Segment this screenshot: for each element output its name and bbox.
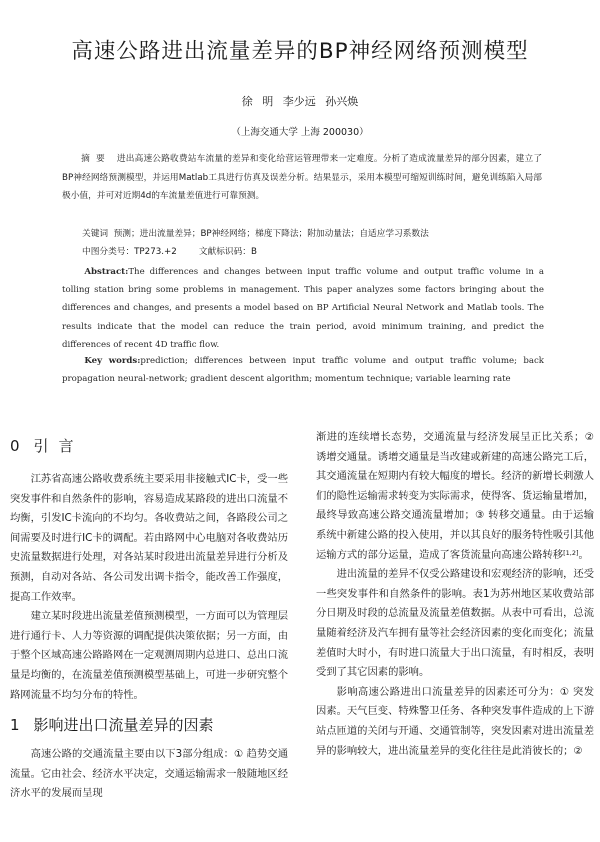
abstract-cn-text: 进出高速公路收费站车流量的差异和变化给营运管理带来一定难度。分析了造成流量差异的部分因素，建立了BP神经网络预测模型，并运用Matlab工具进行仿真及误差分析。结果显示，采用本模型可缩短训练时间，避免训练陷入局部极小值，并可对近期4d的车流量差值进行可靠预测。 — [62, 154, 543, 201]
keywords-cn — [82, 225, 544, 243]
section-0-title: 引言 — [33, 437, 84, 455]
right-paragraph-3: 影响高速公路进出口流量差异的因素还可分为：① 突发因素。天气巨变、特殊警卫任务、各种突发事件造成的上下游站点匝道的关闭与开通、交通管制等，突发因素对进出流量差异的影响较大，进出流量差异的变化往往是此消彼长的；② — [316, 685, 595, 757]
author-affiliation: （上海交通大学 上海 200030） — [231, 127, 369, 138]
section-0-heading — [10, 434, 288, 470]
section-1-title: 影响进出口流量差异的因素 — [33, 716, 214, 735]
abstract-en-label: Abstract: — [84, 267, 129, 277]
right-column — [316, 428, 594, 761]
keywords-en-label: Key words: — [84, 356, 141, 366]
section-0-paragraph-1: 江苏省高速公路收费系统主要采用非接触式IC卡，受一些突发事件和自然条件的影响，容易造成某路段的进出口流量不均衡，引发IC卡流向的不均匀。各收费站之间，各路段公司之间需要及时进行IC卡的调配。若由路网中心电脑对各收费站历史流量数据进行处理，对各站某时段进出流量差异进行分析及预测，自动对各站、各公司发出调卡指令，能改善工作强度，提高工作效率。 — [10, 473, 289, 603]
doc-code-value: B — [250, 247, 257, 257]
clc-label: 中图分类号： — [82, 247, 135, 257]
left-column — [10, 434, 288, 804]
right-paragraph-1-text: 渐进的连续增长态势，交通流量与经济发展呈正比关系；② 诱增交通量。诱增交通量是当改建或新建的高速公路完工后，其交通流量在短期内有较大幅度的增长。经济的新增长刺激人们的隐性运输需求转变为实际需求，使得客、货运输量增加，最终导致高速公路交通流量增加；③ 转移交通量。由于运输系统中新建公路的投入使用，并以其良好的服务特性吸引其他运输方式的部分运量，造成了客货流量向高速公路转移 — [316, 431, 595, 561]
section-1-paragraph-1: 高速公路的交通流量主要由以下3部分组成：① 趋势交通流量。它由社会、经济水平决定，交通运输需求一般随地区经济水平的发展而呈现 — [10, 748, 289, 800]
section-1-number: 1 — [10, 716, 20, 735]
paper-authors: 徐 明 李少远 孙兴焕 — [241, 95, 359, 108]
keywords-en — [62, 352, 544, 388]
section-1-heading — [10, 713, 288, 745]
keywords-cn-text: 预测；进出流量差异；BP神经网络；梯度下降法；附加动量法；自适应学习系数法 — [113, 229, 429, 239]
abstract-en-text: The differences and changes between input traffic volume and output traffic volume in a tolling station bring some problems in management. This paper analyzes some factors bringing about the differences and changes, and presents a model based on BP Artificial Neural Network and Matlab tools. The results indicate that the model can reduce the train period, avoid minimum training, and predict the differences of recent 4D traffic flow. — [62, 267, 544, 350]
section-0-paragraph-2: 建立某时段进出流量差值预测模型，一方面可以为管理层进行通行卡、人力等资源的调配提供决策依据；另一方面，由于整个区域高速公路路网在一定观测周期内总进口、总出口流量是均衡的，在流量差值预测模型基础上，可进一步研究整个路网流量不均匀分布的特性。 — [10, 610, 289, 701]
paper-title: 高速公路进出流量差异的BP神经网络预测模型 — [71, 39, 529, 64]
citation-1-2: [1,2] — [563, 548, 579, 557]
right-paragraph-1-end: 。 — [578, 548, 589, 561]
keywords-cn-label: 关键词 — [82, 229, 109, 239]
clc-value: TP273.+2 — [134, 247, 177, 257]
section-0-number: 0 — [10, 437, 20, 455]
classification-line — [82, 243, 544, 261]
abstract-cn-label: 摘要 — [81, 154, 111, 164]
right-paragraph-1 — [316, 428, 594, 565]
right-paragraph-2: 进出流量的差异不仅受公路建设和宏观经济的影响，还受一些突发事件和自然条件的影响。表1为苏州地区某收费站部分日期及时段的总流量及流量差值数据。从表中可看出，总流量随着经济及汽车拥有量等社会经济因素的变化而变化；流量差值时大时小，有时进口流量大于出口流量，有时相反，表明受到了其它因素的影响。 — [316, 568, 595, 679]
doc-code-label: 文献标识码： — [198, 247, 251, 257]
abstract-cn — [62, 150, 542, 206]
abstract-en — [62, 263, 544, 354]
keywords-en-text: prediction; differences between input traffic volume and output traffic volume; back propagation neural-network; gradient descent algorithm; momentum technique; variable learning rate — [62, 356, 544, 385]
